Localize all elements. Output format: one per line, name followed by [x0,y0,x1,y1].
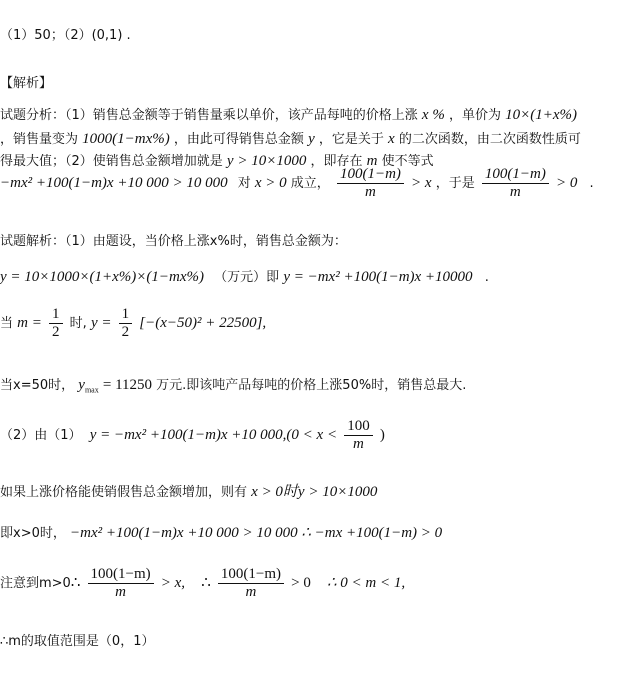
analysis-text: 试题分析：（1）销售总金额等于销售量乘以单价，该产品每吨的价格上涨 [0,108,418,123]
analysis-text: ，单价为 [448,108,501,123]
math-y: y [78,377,85,393]
solution-text: 如果上涨价格能使销假售总金额增加，则有 [0,485,248,500]
solution-text: 试题解析：（1）由题设，当价格上涨x%时，销售总金额为： [0,234,347,249]
math-gt-x: > x, [160,575,186,591]
analysis-heading-text: 【解析】 [0,76,53,91]
math-inequality-expr: −mx² +100(1−m)x +10 000 > 10 000 [0,175,228,191]
analysis-text: 的二次函数，由二次函数性质可 [398,132,581,147]
analysis-text: 成立， [290,176,330,191]
math-x: x [388,131,395,147]
fraction-denominator: 2 [52,324,60,340]
math-gt-zero: > 0 [555,175,578,191]
solution-text: 时, [69,316,87,331]
fraction-numerator: 1 [119,306,133,324]
analysis-line-4 [0,166,594,201]
fraction-denominator: 2 [121,324,130,340]
math-m: m [366,153,378,169]
math-condition: x > 0时y > 10×1000 [251,484,378,500]
fraction-denominator: m [353,436,364,452]
answer-text: （1）50；（2）(0,1) . [0,28,131,43]
analysis-text: ，由此可得销售总金额 [173,132,304,147]
fraction-numerator: 100(1−m) [337,166,404,184]
math-x-percent: x % [421,107,445,123]
math-gt-x: > x [411,175,432,191]
fraction-numerator: 100(1−m) [88,566,154,584]
analysis-text: 使不等式 [381,154,434,169]
analysis-text: ，销售量变为 [0,132,79,147]
solution-line-5 [0,418,385,453]
therefore-symbol: ∴ [201,575,211,591]
math-max-value: = 11250 [102,377,153,393]
solution-text: 当 [0,316,14,331]
math-vertex-form: [−(x−50)² + 22500], [139,315,267,331]
math-range-result: ∴ 0 < m < 1, [327,575,406,591]
analysis-text: 对 [237,176,251,191]
fraction-numerator: 1 [49,306,63,324]
fraction [482,166,549,201]
solution-line-1 [0,230,347,249]
fraction-half [49,306,63,341]
math-subscript: max [84,385,99,395]
math-condition: x > 0 [254,175,287,191]
fraction-denominator: m [245,584,257,600]
solution-line-9 [0,630,154,649]
math-price: 10×(1+x%) [505,107,578,123]
solution-conclusion: ∴m的取值范围是（0，1） [0,634,155,649]
fraction-half [119,306,133,341]
solution-text: （万元）即 [214,270,280,285]
analysis-text: ，它是关于 [318,132,384,147]
analysis-text: ，即存在 [310,154,363,169]
math-volume: 1000(1−mx%) [82,131,170,147]
solution-line-8 [0,566,405,601]
math-revenue-eq: y = 10×1000×(1+x%)×(1−mx%) [0,269,205,285]
fraction [344,418,373,453]
fraction-denominator: m [115,584,126,600]
math-gt-zero: > 0 [291,575,311,591]
solution-line-6 [0,480,377,501]
fraction-denominator: m [365,184,376,200]
fraction-denominator: m [509,184,521,200]
math-y-eq: y = [90,315,112,331]
period: . [484,270,489,285]
fraction [218,566,284,601]
solution-text: 即x>0时， [0,526,66,541]
therefore-symbol: ∴ [70,575,81,591]
analysis-line-1 [0,104,577,124]
solution-line-3 [0,306,266,341]
fraction-numerator: 100(1−m) [482,166,549,184]
solution-text: 注意到m>0 [0,576,71,591]
math-revenue-expanded: y = −mx² +100(1−m)x +10000 [283,269,473,285]
period: . [589,176,594,191]
math-inequality: y > 10×1000 [226,153,307,169]
analysis-line-2 [0,128,581,148]
analysis-heading [0,72,52,91]
analysis-text: 得最大值；（2）使销售总金额增加就是 [0,154,223,169]
math-inequality-chain: −mx² +100(1−m)x +10 000 > 10 000 ∴ −mx +100(1−m) > 0 [70,525,443,541]
math-y: y [308,131,315,147]
solution-text: （2）由（1） [0,428,82,443]
math-m-eq: m = [17,315,42,331]
solution-text: 万元.即该吨产品每吨的价格上涨50%时，销售总最大. [156,378,467,393]
fraction [88,566,154,601]
fraction [337,166,404,201]
math-close-paren: ) [379,427,385,443]
answer-line [0,24,131,43]
solution-line-7 [0,522,442,542]
solution-line-2 [0,266,489,286]
fraction-numerator: 100 [344,418,373,436]
fraction-numerator: 100(1−m) [218,566,284,584]
solution-text: 当x=50时， [0,378,75,393]
analysis-text: ，于是 [435,176,475,191]
math-domain-eq: y = −mx² +100(1−m)x +10 000,(0 < x < [89,427,338,443]
solution-line-4 [0,374,466,395]
